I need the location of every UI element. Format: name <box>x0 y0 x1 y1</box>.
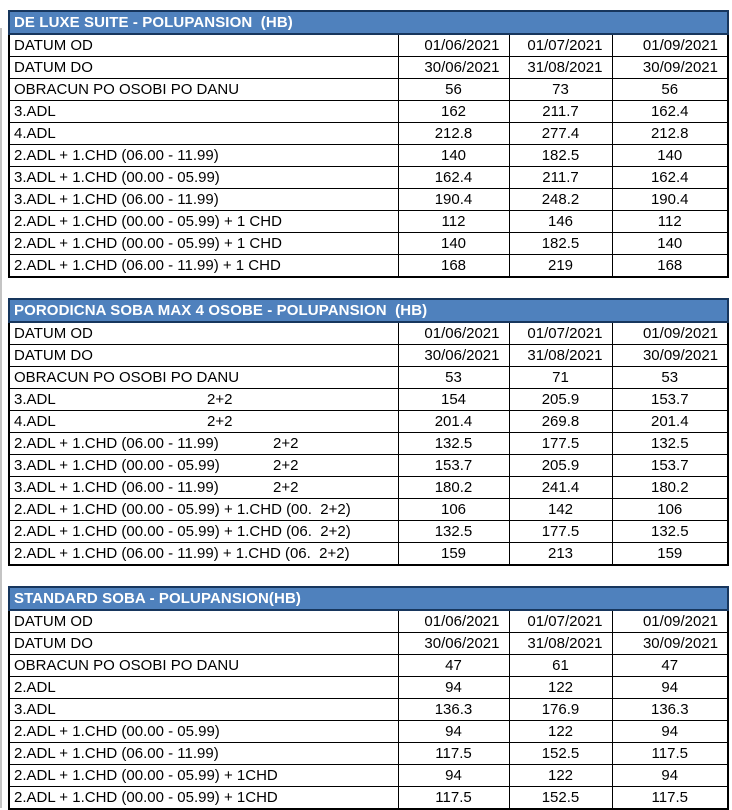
price-value-cell: 205.9 <box>509 389 612 411</box>
row-label-cell <box>9 367 398 389</box>
row-label: 3.ADL + 1.CHD (06.00 - 11.99) <box>14 479 219 496</box>
capacity-tag: 2+2 <box>273 435 299 452</box>
row-label: 2.ADL + 1.CHD (06.00 - 11.99) <box>14 745 219 762</box>
price-value-cell: 211.7 <box>509 101 612 123</box>
price-value-cell: 153.7 <box>612 389 728 411</box>
price-value-cell: 122 <box>509 765 612 787</box>
rate-table-2 <box>8 586 729 810</box>
price-value-cell: 106 <box>612 499 728 521</box>
price-value-cell: 132.5 <box>612 521 728 543</box>
row-label-cell <box>9 255 398 278</box>
row-label-cell <box>9 743 398 765</box>
row-label-cell <box>9 499 398 521</box>
price-value-cell: 182.5 <box>509 145 612 167</box>
row-label: DATUM OD <box>14 37 93 54</box>
price-value-cell: 142 <box>509 499 612 521</box>
row-label: 2.ADL + 1.CHD (06.00 - 11.99) <box>14 147 219 164</box>
date-value-cell: 01/09/2021 <box>612 34 728 57</box>
price-value-cell: 162 <box>398 101 509 123</box>
row-label: 2.ADL <box>14 679 56 696</box>
table-row <box>9 167 728 189</box>
row-label: 2.ADL + 1.CHD (00.00 - 05.99) + 1.CHD (06. 2+2) <box>14 523 351 540</box>
date-value-cell: 30/09/2021 <box>612 57 728 79</box>
price-value-cell: 112 <box>398 211 509 233</box>
date-value-cell: 01/09/2021 <box>612 610 728 633</box>
row-label-cell <box>9 167 398 189</box>
price-value-cell: 94 <box>612 765 728 787</box>
price-value-cell: 152.5 <box>509 743 612 765</box>
date-value-cell: 30/06/2021 <box>398 57 509 79</box>
date-value-cell: 01/09/2021 <box>612 322 728 345</box>
price-value-cell: 132.5 <box>398 433 509 455</box>
date-value-cell: 01/07/2021 <box>509 610 612 633</box>
price-value-cell: 140 <box>398 145 509 167</box>
price-value-cell: 140 <box>612 233 728 255</box>
price-value-cell: 47 <box>612 655 728 677</box>
price-value-cell: 61 <box>509 655 612 677</box>
row-label-cell <box>9 233 398 255</box>
row-label-cell <box>9 610 398 633</box>
table-row <box>9 699 728 721</box>
row-label: OBRACUN PO OSOBI PO DANU <box>14 81 240 98</box>
row-label: 2.ADL + 1.CHD (06.00 - 11.99) <box>14 435 219 452</box>
rate-table-1 <box>8 298 729 566</box>
price-value-cell: 162.4 <box>612 167 728 189</box>
price-value-cell: 176.9 <box>509 699 612 721</box>
table-row <box>9 34 728 57</box>
row-label: 2.ADL + 1.CHD (00.00 - 05.99) + 1.CHD (00. 2+2) <box>14 501 351 518</box>
table-row <box>9 610 728 633</box>
date-value-cell: 31/08/2021 <box>509 633 612 655</box>
row-label-cell <box>9 389 398 411</box>
row-label: DATUM OD <box>14 613 93 630</box>
row-label: 2.ADL + 1.CHD (00.00 - 05.99) <box>14 723 220 740</box>
table-row <box>9 123 728 145</box>
table-row <box>9 455 728 477</box>
row-label-cell <box>9 633 398 655</box>
date-value-cell: 30/09/2021 <box>612 633 728 655</box>
price-value-cell: 71 <box>509 367 612 389</box>
price-value-cell: 159 <box>398 543 509 566</box>
row-label-cell <box>9 699 398 721</box>
price-value-cell: 177.5 <box>509 521 612 543</box>
row-label: 3.ADL <box>14 701 56 718</box>
table-row <box>9 655 728 677</box>
price-value-cell: 162.4 <box>612 101 728 123</box>
price-value-cell: 153.7 <box>398 455 509 477</box>
date-value-cell: 30/06/2021 <box>398 633 509 655</box>
capacity-tag: 2+2 <box>207 413 233 430</box>
date-value-cell: 01/06/2021 <box>398 34 509 57</box>
table-row <box>9 499 728 521</box>
price-value-cell: 117.5 <box>398 743 509 765</box>
price-value-cell: 56 <box>398 79 509 101</box>
price-value-cell: 201.4 <box>612 411 728 433</box>
price-value-cell: 140 <box>612 145 728 167</box>
date-value-cell: 31/08/2021 <box>509 345 612 367</box>
price-value-cell: 212.8 <box>612 123 728 145</box>
price-value-cell: 219 <box>509 255 612 278</box>
table-row <box>9 411 728 433</box>
row-label-cell <box>9 57 398 79</box>
price-value-cell: 132.5 <box>398 521 509 543</box>
row-label: 2.ADL + 1.CHD (00.00 - 05.99) + 1 CHD <box>14 235 282 252</box>
price-value-cell: 168 <box>398 255 509 278</box>
row-label-cell <box>9 34 398 57</box>
table-row <box>9 721 728 743</box>
row-label-cell <box>9 765 398 787</box>
price-value-cell: 53 <box>398 367 509 389</box>
price-value-cell: 47 <box>398 655 509 677</box>
row-label-cell <box>9 677 398 699</box>
row-label-cell <box>9 721 398 743</box>
row-label-cell <box>9 322 398 345</box>
price-value-cell: 168 <box>612 255 728 278</box>
price-value-cell: 212.8 <box>398 123 509 145</box>
row-label-cell <box>9 477 398 499</box>
table-row <box>9 79 728 101</box>
price-value-cell: 136.3 <box>398 699 509 721</box>
table-row <box>9 765 728 787</box>
price-value-cell: 152.5 <box>509 787 612 810</box>
table-row <box>9 787 728 810</box>
table-row <box>9 211 728 233</box>
price-value-cell: 112 <box>612 211 728 233</box>
price-value-cell: 277.4 <box>509 123 612 145</box>
table-row <box>9 57 728 79</box>
row-label: 2.ADL + 1.CHD (06.00 - 11.99) + 1 CHD <box>14 257 281 274</box>
table-row <box>9 677 728 699</box>
table-title-row <box>9 299 728 322</box>
table-row <box>9 477 728 499</box>
row-label-cell <box>9 211 398 233</box>
price-value-cell: 132.5 <box>612 433 728 455</box>
price-value-cell: 146 <box>509 211 612 233</box>
row-label: 3.ADL <box>14 391 56 408</box>
row-label: DATUM DO <box>14 635 93 652</box>
table-row <box>9 145 728 167</box>
table-row <box>9 389 728 411</box>
table-row <box>9 345 728 367</box>
price-value-cell: 182.5 <box>509 233 612 255</box>
price-value-cell: 190.4 <box>612 189 728 211</box>
price-value-cell: 241.4 <box>509 477 612 499</box>
row-label: 2.ADL + 1.CHD (00.00 - 05.99) + 1 CHD <box>14 213 282 230</box>
table-row <box>9 543 728 566</box>
date-value-cell: 30/09/2021 <box>612 345 728 367</box>
capacity-tag: 2+2 <box>273 479 299 496</box>
row-label: DATUM OD <box>14 325 93 342</box>
rate-table-0 <box>8 10 729 278</box>
table-row <box>9 101 728 123</box>
price-value-cell: 177.5 <box>509 433 612 455</box>
price-value-cell: 269.8 <box>509 411 612 433</box>
price-value-cell: 94 <box>398 765 509 787</box>
row-label: 3.ADL + 1.CHD (06.00 - 11.99) <box>14 191 219 208</box>
row-label-cell <box>9 433 398 455</box>
row-label-cell <box>9 455 398 477</box>
price-value-cell: 136.3 <box>612 699 728 721</box>
table-row <box>9 433 728 455</box>
table-title: STANDARD SOBA - POLUPANSION(HB) <box>9 587 728 610</box>
row-label-cell <box>9 123 398 145</box>
row-label-cell <box>9 101 398 123</box>
table-title-row <box>9 587 728 610</box>
price-value-cell: 201.4 <box>398 411 509 433</box>
table-row <box>9 189 728 211</box>
table-row <box>9 322 728 345</box>
price-tables <box>8 10 729 810</box>
price-value-cell: 180.2 <box>612 477 728 499</box>
date-value-cell: 01/07/2021 <box>509 322 612 345</box>
date-value-cell: 31/08/2021 <box>509 57 612 79</box>
row-label-cell <box>9 655 398 677</box>
price-value-cell: 94 <box>612 721 728 743</box>
window-edge-line <box>0 28 2 808</box>
row-label: OBRACUN PO OSOBI PO DANU <box>14 369 240 386</box>
row-label: 3.ADL + 1.CHD (00.00 - 05.99) <box>14 457 220 474</box>
date-value-cell: 01/07/2021 <box>509 34 612 57</box>
row-label-cell <box>9 189 398 211</box>
price-value-cell: 94 <box>612 677 728 699</box>
row-label: 4.ADL <box>14 413 56 430</box>
table-row <box>9 233 728 255</box>
price-value-cell: 117.5 <box>398 787 509 810</box>
price-value-cell: 211.7 <box>509 167 612 189</box>
price-value-cell: 56 <box>612 79 728 101</box>
table-title: DE LUXE SUITE - POLUPANSION (HB) <box>9 11 728 34</box>
row-label: 2.ADL + 1.CHD (06.00 - 11.99) + 1.CHD (06. 2+2) <box>14 545 350 562</box>
date-value-cell: 01/06/2021 <box>398 610 509 633</box>
row-label: 3.ADL + 1.CHD (00.00 - 05.99) <box>14 169 220 186</box>
row-label: DATUM DO <box>14 347 93 364</box>
row-label-cell <box>9 411 398 433</box>
table-row <box>9 367 728 389</box>
table-row <box>9 633 728 655</box>
table-title: PORODICNA SOBA MAX 4 OSOBE - POLUPANSION (HB) <box>9 299 728 322</box>
price-value-cell: 190.4 <box>398 189 509 211</box>
row-label-cell <box>9 543 398 566</box>
date-value-cell: 01/06/2021 <box>398 322 509 345</box>
row-label: 2.ADL + 1.CHD (00.00 - 05.99) + 1CHD <box>14 767 278 784</box>
price-value-cell: 154 <box>398 389 509 411</box>
row-label-cell <box>9 145 398 167</box>
table-row <box>9 521 728 543</box>
price-value-cell: 140 <box>398 233 509 255</box>
capacity-tag: 2+2 <box>207 391 233 408</box>
capacity-tag: 2+2 <box>273 457 299 474</box>
date-value-cell: 30/06/2021 <box>398 345 509 367</box>
table-title-row <box>9 11 728 34</box>
price-value-cell: 53 <box>612 367 728 389</box>
price-value-cell: 106 <box>398 499 509 521</box>
table-row <box>9 255 728 278</box>
row-label: OBRACUN PO OSOBI PO DANU <box>14 657 240 674</box>
price-value-cell: 94 <box>398 721 509 743</box>
row-label-cell <box>9 345 398 367</box>
row-label-cell <box>9 521 398 543</box>
table-row <box>9 743 728 765</box>
price-value-cell: 94 <box>398 677 509 699</box>
price-value-cell: 162.4 <box>398 167 509 189</box>
row-label-cell <box>9 79 398 101</box>
row-label: 3.ADL <box>14 103 56 120</box>
price-value-cell: 117.5 <box>612 787 728 810</box>
price-value-cell: 122 <box>509 677 612 699</box>
row-label: 2.ADL + 1.CHD (00.00 - 05.99) + 1CHD <box>14 789 278 806</box>
price-value-cell: 213 <box>509 543 612 566</box>
price-value-cell: 248.2 <box>509 189 612 211</box>
price-value-cell: 153.7 <box>612 455 728 477</box>
price-value-cell: 73 <box>509 79 612 101</box>
price-value-cell: 180.2 <box>398 477 509 499</box>
price-value-cell: 205.9 <box>509 455 612 477</box>
row-label-cell <box>9 787 398 810</box>
price-value-cell: 122 <box>509 721 612 743</box>
row-label: DATUM DO <box>14 59 93 76</box>
row-label: 4.ADL <box>14 125 56 142</box>
price-value-cell: 159 <box>612 543 728 566</box>
price-value-cell: 117.5 <box>612 743 728 765</box>
